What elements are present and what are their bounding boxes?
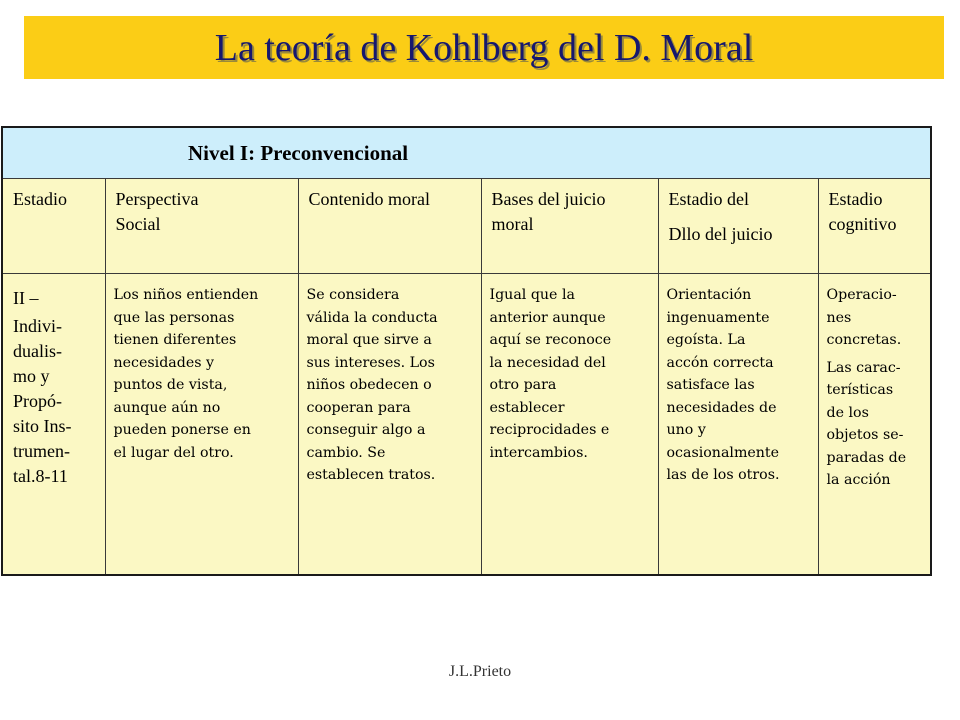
cell-line: aunque aún no: [113, 399, 221, 416]
cell-line: necesidades de: [666, 399, 777, 416]
header-text: cognitivo: [828, 214, 897, 234]
cell-line: Se considera: [306, 287, 400, 303]
cell-line: ocasionalmente: [666, 444, 780, 461]
cell-line: necesidades y: [113, 354, 215, 371]
cell-line: moral que sirve a: [306, 332, 432, 348]
cell-line: niños obedecen o: [306, 377, 432, 393]
header-cell-dllo: [658, 179, 818, 274]
stage-row: [2, 274, 931, 576]
cognitivo-cell: [818, 274, 931, 576]
contenido-cell: [298, 274, 481, 576]
header-text: Contenido moral: [308, 189, 430, 209]
cell-line: terísticas: [826, 382, 894, 398]
level-label: Nivel I: Preconvencional: [188, 140, 409, 165]
cell-line: las de los otros.: [666, 467, 780, 483]
stage-line: II –: [13, 288, 39, 308]
cell-line: sus intereses. Los: [306, 354, 435, 371]
footer-author: J.L.Prieto: [448, 663, 512, 680]
header-text: Social: [115, 214, 161, 234]
cell-line: anterior aunque: [489, 309, 606, 326]
level-row: [2, 127, 931, 179]
cell-line: nes: [826, 309, 852, 326]
header-text: Estadio: [828, 189, 883, 209]
stage-line: mo y: [13, 366, 50, 386]
cell-line: pueden ponerse en: [113, 422, 251, 438]
cell-line: uno y: [666, 422, 706, 438]
cell-line: cambio. Se: [306, 444, 386, 461]
stage-cell: [2, 274, 105, 576]
cell-line: la necesidad del: [489, 354, 606, 371]
stage-line: sito Ins-: [13, 416, 72, 436]
cell-line: accón correcta: [666, 354, 774, 371]
kohlberg-table: [1, 126, 932, 576]
cell-line: reciprocidades e: [489, 422, 610, 438]
cell-line: válida la conducta: [306, 309, 438, 326]
header-text: Perspectiva: [115, 189, 199, 209]
cell-line: la acción: [826, 472, 891, 488]
cell-line: cooperan para: [306, 399, 411, 416]
cell-line: establecen tratos.: [306, 467, 436, 483]
cell-line: otro para: [489, 377, 557, 393]
cell-line: Orientación: [666, 287, 752, 303]
header-cell-cognitivo: [818, 179, 931, 274]
stage-line: trumen-: [13, 441, 70, 461]
stage-line: dualis-: [13, 341, 62, 361]
cell-line: concretas.: [826, 332, 902, 348]
perspectiva-cell: [105, 274, 298, 576]
cell-line: puntos de vista,: [113, 377, 228, 393]
cell-line: egoísta. La: [666, 332, 746, 348]
header-text: moral: [491, 214, 534, 234]
header-text: Bases del juicio: [491, 189, 606, 209]
header-cell-perspectiva: [105, 179, 298, 274]
cell-line: aquí se reconoce: [489, 332, 612, 348]
header-text: Estadio: [13, 189, 67, 209]
cell-line: Las carac-: [826, 359, 901, 376]
cell-line: ingenuamente: [666, 309, 770, 326]
title-banner: [24, 16, 944, 79]
cell-line: paradas de: [826, 449, 907, 466]
cell-line: tienen diferentes: [113, 332, 237, 348]
cell-line: Los niños entienden: [113, 287, 259, 303]
header-cell-bases: [481, 179, 658, 274]
level-cell: [2, 127, 931, 179]
bases-cell: [481, 274, 658, 576]
dllo-cell: [658, 274, 818, 576]
cell-line: establecer: [489, 399, 565, 416]
cell-line: objetos se-: [826, 427, 904, 443]
header-cell-contenido: [298, 179, 481, 274]
header-row: [2, 179, 931, 274]
cell-line: el lugar del otro.: [113, 444, 234, 461]
stage-line: Propó-: [13, 391, 62, 411]
cell-line: satisface las: [666, 377, 755, 393]
cell-line: de los: [826, 404, 869, 421]
cell-line: intercambios.: [489, 444, 588, 461]
header-cell-estadio: [2, 179, 105, 274]
cell-line: conseguir algo a: [306, 422, 426, 438]
cell-line: Igual que la: [489, 287, 575, 303]
stage-line: Indivi-: [13, 316, 62, 336]
cell-line: que las personas: [113, 309, 235, 326]
cell-line: Operacio-: [826, 287, 897, 303]
header-text: Estadio del: [668, 189, 749, 209]
page-title: La teoría de Kohlberg del D. Moral: [214, 26, 754, 69]
header-text: Dllo del juicio: [668, 224, 773, 244]
stage-line: tal.8-11: [13, 466, 68, 486]
